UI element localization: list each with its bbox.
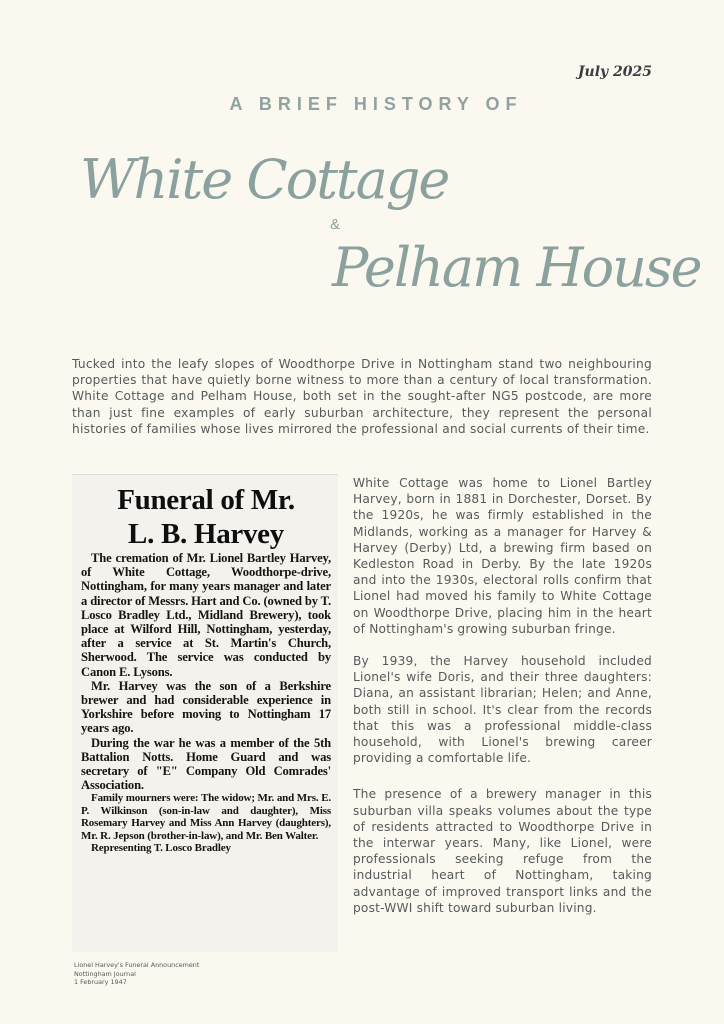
clipping-paragraph: During the war he was a member of the 5th Battalion Notts. Home Guard and was secretary of "E" Company Old Comrades' Association. <box>81 735 331 793</box>
clipping-headline-line-1: Funeral of Mr. <box>117 484 295 516</box>
body-column <box>353 475 652 932</box>
newspaper-clipping <box>72 474 338 952</box>
body-paragraph: White Cottage was home to Lionel Bartley Harvey, born in 1881 in Dorchester, Dorset. By the 1920s, he was firmly established in the Midlands, working as a manager for Harvey & Harvey (Derby) Ltd, a brewing firm based on Kedleston Road in Derby. By the late 1920s and into the 1930s, electoral rolls confirm that Lionel had moved his family to White Cottage on Woodthorpe Drive, placing him in the heart of Nottingham's growing suburban fringe. <box>353 476 652 636</box>
title-white-cottage: White Cottage <box>80 148 449 211</box>
body-paragraph: By 1939, the Harvey household included Lionel's wife Doris, and their three daughters: Diana, an assistant librarian; Helen; and Anne, both still in school. It's clear from the records that this was a professional middle-class household, with Lionel's brewing career providing a comfortable life. <box>353 654 652 766</box>
issue-date: July 2025 <box>577 64 652 80</box>
clipping-caption <box>74 961 294 987</box>
clipping-headline-line-2: L. B. Harvey <box>128 518 284 550</box>
caption-date: 1 February 1947 <box>74 978 127 987</box>
clipping-paragraph: Representing T. Losco Bradley <box>91 842 231 855</box>
caption-title: Lionel Harvey's Funeral Announcement <box>74 961 200 969</box>
clipping-body <box>81 551 331 854</box>
caption-source: Nottingham Journal <box>74 969 136 978</box>
clipping-paragraph: The cremation of Mr. Lionel Bartley Harvey, of White Cottage, Woodthorpe-drive, Nottingham, for many years manager and later a director of Messrs. Hart and Co. (owned by T. Losco Bradley Ltd., Midland Brewery), took place at Wilford Hill, Nottingham, yesterday, after a service at St. Martin's Church, Sherwood. The service was conducted by Canon E. Lysons. <box>81 551 331 679</box>
clipping-headline <box>81 483 331 551</box>
clipping-paragraph: Family mourners were: The widow; Mr. and Mrs. E. P. Wilkinson (son-in-law and daughter), Miss Rosemary Harvey and Miss Ann Harvey (daughters), Mr. R. Jepson (brother-in-law), and Mr. Ben Walter. <box>81 792 331 842</box>
title-ampersand: & <box>330 216 341 233</box>
title-pelham-house: Pelham House <box>332 236 701 299</box>
intro-paragraph: Tucked into the leafy slopes of Woodthorpe Drive in Nottingham stand two neighbouring properties that have quietly borne witness to more than a century of local transformation. White Cottage and Pelham House, both set in the sought-after NG5 postcode, are more than just fine examples of early suburban architecture, they represent the personal histories of families whose lives mirrored the professional and social currents of their time. <box>72 357 652 436</box>
body-paragraph: The presence of a brewery manager in this suburban villa speaks volumes about the type of residents attracted to Woodthorpe Drive in the interwar years. Many, like Lionel, were professionals seeking refuge from the industrial heart of Nottingham, taking advantage of improved transport links and the post-WWI shift toward suburban living. <box>353 787 652 915</box>
kicker-heading: A BRIEF HISTORY OF <box>229 94 523 114</box>
clipping-paragraph: Mr. Harvey was the son of a Berkshire brewer and had considerable experience in Yorkshire before moving to Nottingham 17 years ago. <box>81 678 331 736</box>
